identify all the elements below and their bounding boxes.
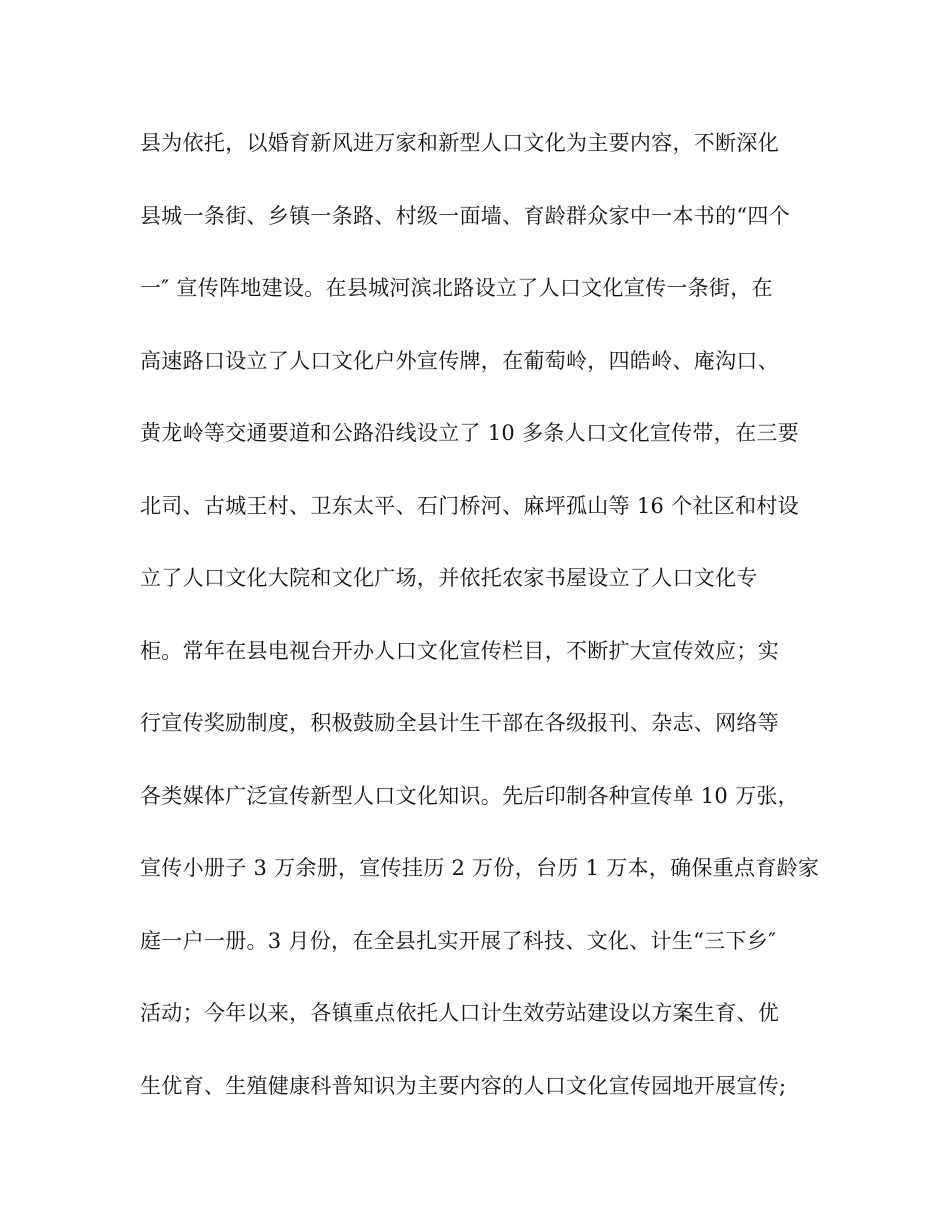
text-line: 立了人口文化大院和文化广场，并依托农家书屋设立了人口文化专 — [140, 566, 758, 590]
text-line: 县为依托，以婚育新风进万家和新型人口文化为主要内容，不断深化 — [140, 131, 779, 155]
text-line: 北司、古城王村、卫东太平、石门桥河、麻坪孤山等 16 个社区和村设 — [140, 493, 799, 518]
text-line: 黄龙岭等交通要道和公路沿线设立了 10 多条人口文化宣传带，在三要 — [140, 421, 799, 445]
text-line: 生优育、生殖健康科普知识为主要内容的人口文化宣传园地开展宣传; — [140, 1073, 787, 1098]
text-line: 一″ 宣传阵地建设。在县城河滨北路设立了人口文化宣传一条街，在 — [140, 276, 773, 300]
text-line: 各类媒体广泛宣传新型人口文化知识。先后印制各种宣传单 10 万张， — [140, 783, 799, 808]
text-line: 庭一户一册。3 月份，在全县扎实开展了科技、文化、计生“三下乡″ — [140, 928, 777, 953]
text-line: 柜。常年在县电视台开办人口文化宣传栏目，不断扩大宣传效应；实 — [140, 638, 779, 663]
text-line: 高速路口设立了人口文化户外宣传牌，在葡萄岭，四皓岭、庵沟口、 — [140, 348, 779, 373]
text-line: 活动；今年以来，各镇重点依托人口计生效劳站建设以方案生育、优 — [140, 1001, 779, 1025]
text-line: 宣传小册子 3 万余册，宣传挂历 2 万份，台历 1 万本，确保重点育龄家 — [140, 856, 820, 880]
text-line: 行宣传奖励制度，积极鼓励全县计生干部在各级报刊、杂志、网络等 — [140, 711, 779, 735]
body-text — [140, 122, 820, 1137]
text-line: 县城一条街、乡镇一条路、村级一面墙、育龄群众家中一本书的“四个 — [140, 203, 791, 228]
